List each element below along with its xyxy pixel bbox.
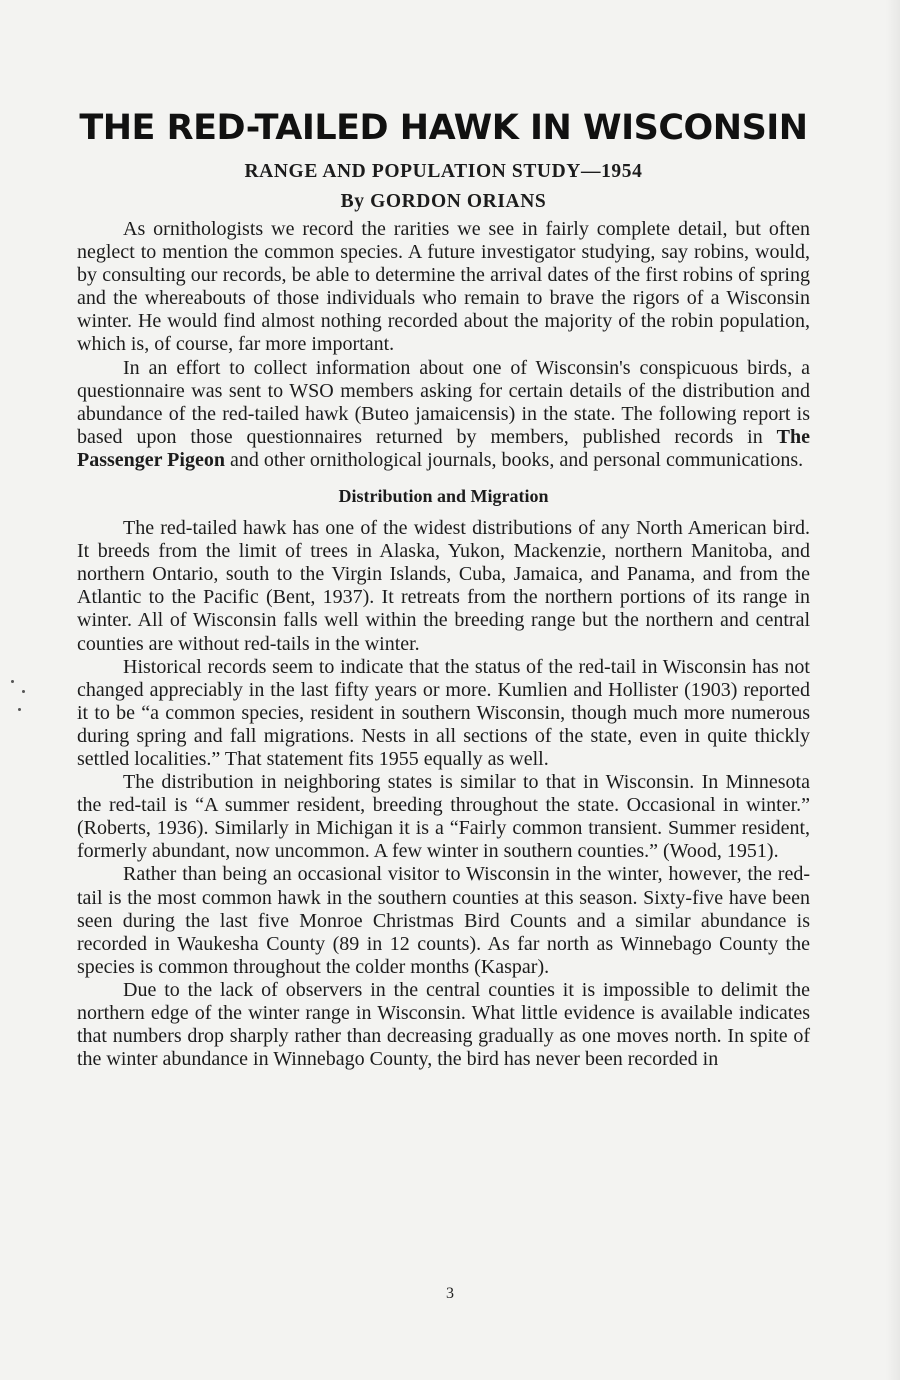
paragraph: Rather than being an occasional visitor to Wisconsin in the winter, however, the red-tail is the most common hawk in the southern counties at this season. Sixty-five have been seen during the last five Monroe Christmas Bird Counts and a similar abundance is recorded in Waukesha County (89 in 12 counts). As far north as Winnebago County the species is common throughout the colder months (Kaspar). — [77, 863, 810, 978]
article — [77, 104, 810, 1071]
article-subtitle: RANGE AND POPULATION STUDY—1954 — [244, 161, 643, 182]
page-number: 3 — [446, 1285, 454, 1302]
article-title: THE RED-TAILED HAWK IN WISCONSIN — [79, 108, 808, 148]
paragraph: Historical records seem to indicate that the status of the red-tail in Wisconsin has not changed appreciably in the last fifty years or more. Kumlien and Hollister (1903) reported it to be “a common species, resident in southern Wisconsin, though much more numerous during spring and fall migrations. Nests in all sections of the state, even in quite thickly settled localities.” That statement fits 1955 equally as well. — [77, 655, 810, 770]
margin-speck — [11, 680, 14, 683]
paragraph-text: and other ornithological journals, books, and personal communications. — [224, 448, 804, 471]
paragraph: The red-tailed hawk has one of the widest distributions of any North American bird. It breeds from the limit of trees in Alaska, Yukon, Mackenzie, northern Manitoba, and northern Ontario, south to the Virgin Islands, Cuba, Jamaica, and Panama, and from the Atlantic to the Pacific (Bent, 1937). It retreats from the northern portions of its range in winter. All of Wisconsin falls well within the breeding range but the northern and central counties are without red-tails in the winter. — [77, 517, 810, 655]
paragraph: As ornithologists we record the rarities we see in fairly complete detail, but often neglect to mention the common species. A future investigator studying, say robins, would, by consulting our records, be able to determine the arrival dates of the first robins of spring and the whereabouts of those individuals who remain to brave the rigors of a Wisconsin winter. He would find almost nothing recorded about the majority of the robin population, which is, of course, far more important. — [77, 218, 810, 356]
paragraph: The distribution in neighboring states is similar to that in Wisconsin. In Minnesota the red-tail is “A summer resident, breeding throughout the state. Occasional in winter.” (Roberts, 1936). Similarly in Michigan it is a “Fairly common transient. Summer resident, formerly abundant, now uncommon. A few winter in southern counties.” (Wood, 1951). — [77, 771, 810, 863]
paragraph: Due to the lack of observers in the central counties it is impossible to delimit the northern edge of the winter range in Wisconsin. What little evidence is available indicates that numbers drop sharply rather than decreasing gradually as one moves north. In spite of the winter abundance in Winnebago County, the bird has never been recorded in — [77, 978, 810, 1071]
article-body — [77, 218, 810, 1071]
section-heading: Distribution and Migration — [338, 486, 549, 507]
paragraph — [77, 357, 810, 472]
paragraph-text: In an effort to collect information about one of Wisconsin's conspicuous birds, a questionnaire was sent to WSO members asking for certain details of the distribution and abundance of the red-tailed hawk (Buteo jamaicensis) in the state. The following report is based upon those questionnaires returned by members, published records in — [77, 356, 810, 448]
article-byline: By GORDON ORIANS — [340, 191, 547, 212]
margin-speck — [22, 690, 25, 693]
journal-title: The Passenger Pigeon — [77, 425, 810, 471]
page-edge-shadow — [886, 0, 900, 1380]
margin-speck — [18, 708, 21, 711]
